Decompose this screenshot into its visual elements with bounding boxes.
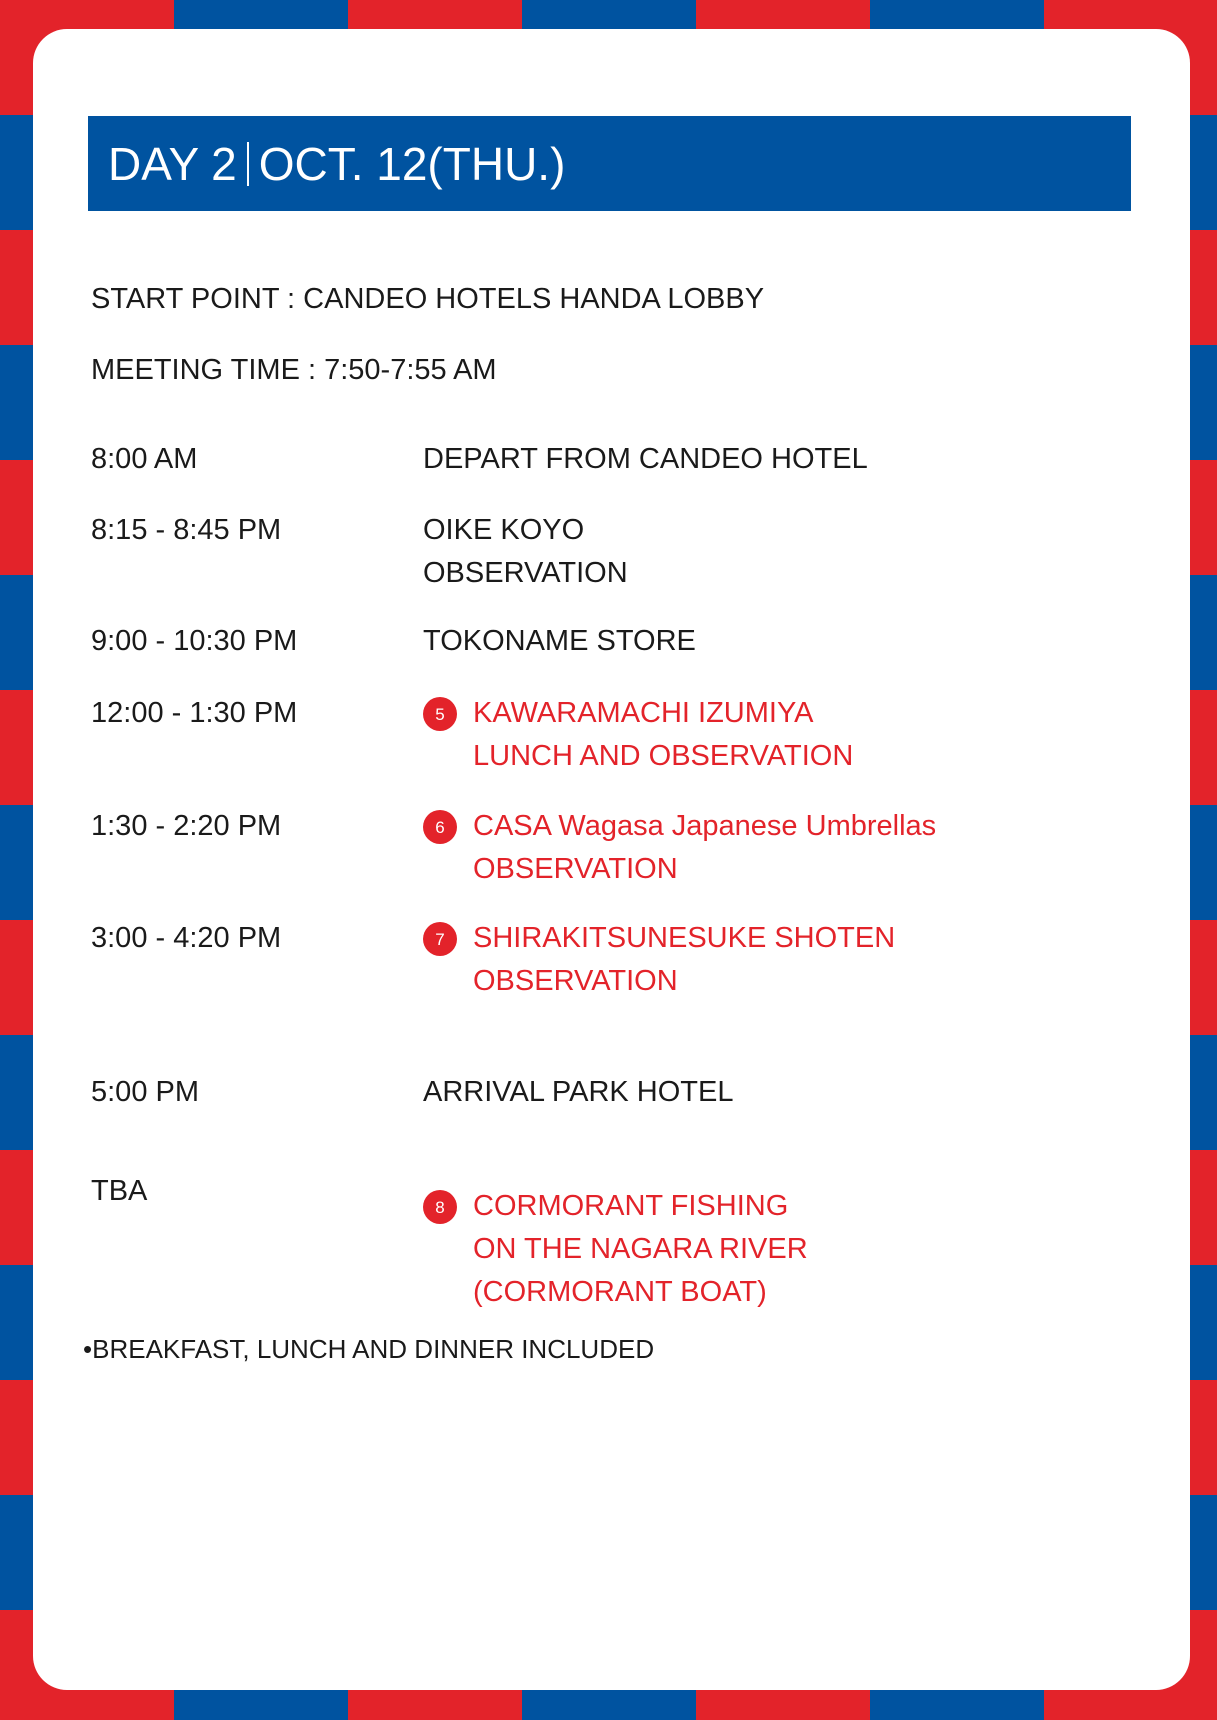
start-point: START POINT : CANDEO HOTELS HANDA LOBBY	[91, 283, 765, 315]
activity-line: OBSERVATION	[473, 965, 678, 997]
date-label: OCT. 12(THU.)	[258, 137, 566, 190]
activity-line: LUNCH AND OBSERVATION	[473, 740, 854, 772]
meeting-time: MEETING TIME : 7:50-7:55 AM	[91, 354, 497, 386]
schedule-activity	[423, 620, 696, 663]
schedule-time: 8:00 AM	[91, 443, 198, 475]
schedule-activity	[423, 438, 868, 481]
activity-line: OBSERVATION	[473, 853, 678, 885]
schedule-time: 5:00 PM	[91, 1076, 199, 1108]
schedule-time: 8:15 - 8:45 PM	[91, 514, 282, 546]
activity-line: CORMORANT FISHING	[473, 1190, 789, 1222]
activity-line: DEPART FROM CANDEO HOTEL	[423, 443, 868, 475]
schedule-activity	[423, 805, 936, 891]
meals-note: •BREAKFAST, LUNCH AND DINNER INCLUDED	[83, 1334, 655, 1364]
activity-line: KAWARAMACHI IZUMIYA	[473, 697, 814, 729]
schedule-time: 9:00 - 10:30 PM	[91, 625, 298, 657]
activity-line: SHIRAKITSUNESUKE SHOTEN	[473, 922, 896, 954]
schedule-activity	[423, 917, 895, 1003]
activity-line: ON THE NAGARA RIVER	[473, 1233, 808, 1265]
activity-line: CASA Wagasa Japanese Umbrellas	[473, 810, 937, 842]
activity-line: ARRIVAL PARK HOTEL	[423, 1076, 734, 1108]
stop-number-badge: 7	[423, 922, 457, 956]
schedule-activity	[423, 692, 853, 778]
schedule-activity	[423, 1071, 734, 1114]
stop-number-badge: 8	[423, 1190, 457, 1224]
day-label: DAY 2	[108, 137, 237, 190]
schedule-activity	[423, 509, 628, 595]
schedule-time: 12:00 - 1:30 PM	[91, 697, 298, 729]
schedule-time: TBA	[91, 1175, 148, 1207]
header-divider	[247, 142, 249, 186]
stop-number-badge: 5	[423, 697, 457, 731]
day-header-bar	[88, 116, 1131, 211]
day-header	[88, 137, 565, 191]
activity-line: TOKONAME STORE	[423, 625, 696, 657]
schedule-time: 3:00 - 4:20 PM	[91, 922, 282, 954]
activity-line: (CORMORANT BOAT)	[473, 1276, 767, 1308]
activity-line: OIKE KOYO	[423, 514, 585, 546]
schedule-activity	[423, 1185, 808, 1314]
stop-number-badge: 6	[423, 810, 457, 844]
activity-line: OBSERVATION	[423, 557, 628, 589]
schedule-time: 1:30 - 2:20 PM	[91, 810, 282, 842]
